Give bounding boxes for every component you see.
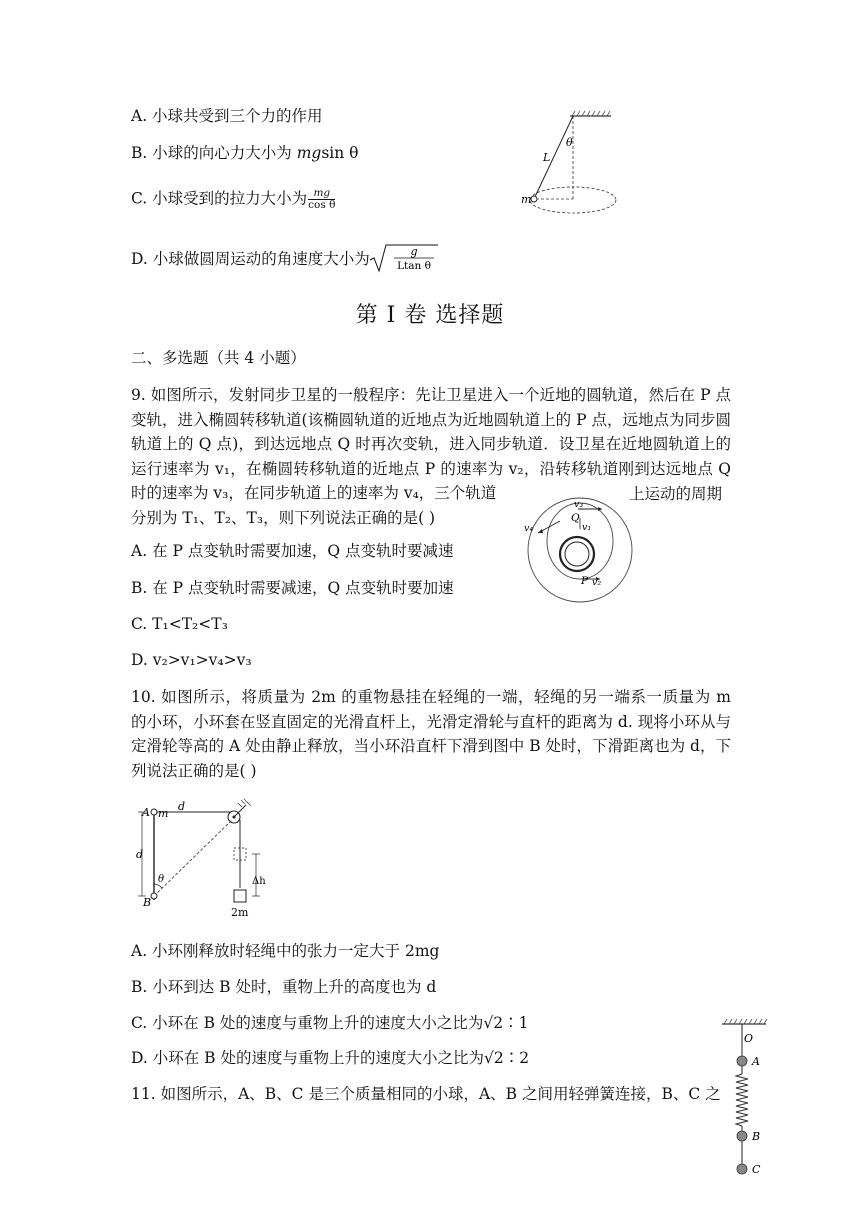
satellite-orbits-figure xyxy=(520,496,640,606)
q10-stem: 10. 如图所示，将质量为 2m 的重物悬挂在轻绳的一端，轻绳的另一端系一质量为 m 的小环，小环套在竖直固定的光滑直杆上，光滑定滑轮与直杆的距离为 d. 现将小环从与定滑轮等高的 A 处由静止释放，当小环沿直杆下滑到图中 B 处时，下滑距离也为 d，下列说法正确的是( ) xyxy=(131,688,731,780)
section-title: 第 I 卷 选择题 xyxy=(355,303,505,328)
q8-option-d-prefix: D. 小球做圆周运动的角速度大小为 xyxy=(131,250,370,268)
q8-option-b-suffix: sin θ xyxy=(321,144,359,162)
q10-option-c: C. 小环在 B 处的速度与重物上升的速度大小之比为√2∶1 xyxy=(131,1014,529,1032)
height-change-label: Δh xyxy=(252,876,266,887)
angle-theta-label: θ xyxy=(158,874,165,885)
q10-option-b: B. 小环到达 B 处时，重物上升的高度也为 d xyxy=(131,978,437,996)
q8-option-d-numerator: g xyxy=(410,245,418,258)
q9-stem: 9. 如图所示，发射同步卫星的一般程序：先让卫星进入一个近地的圆轨道，然后在 P 点变轨，进入椭圆转移轨道(该椭圆轨道的近地点为近地圆轨道上的 P 点，远地点为同步圆轨道上的 Q 点)，到达远地点 Q 时再次变轨，进入同步轨道．设卫星在近地圆轨道上的运行速率为 v₁，在椭圆转移轨道的近地点 P 的速率为 v₂，沿转移轨道刚到达远地点 Q 时的速率为 v₃，在同步轨道上的速率为 v₄，三个轨道 xyxy=(131,386,731,502)
velocity-v2-label: v₂ xyxy=(592,577,602,588)
q8-option-d-sqrt xyxy=(370,245,440,275)
q8-option-b xyxy=(131,143,358,163)
q9-option-c: C. T₁<T₂<T₃ xyxy=(131,615,228,633)
sqrt-sign-icon xyxy=(370,243,440,273)
q8-option-d-denominator: Ltan θ xyxy=(396,260,431,272)
pendulum-mass-label: m xyxy=(521,193,532,206)
pendulum-length-label: L xyxy=(543,151,551,164)
point-a-label: A xyxy=(142,806,150,819)
ball-a-label: A xyxy=(752,1055,760,1068)
q8-option-d xyxy=(131,245,440,275)
q11-stem: 11. 如图所示，A、B、C 是三个质量相同的小球，A、B 之间用轻弹簧连接，B、C 之 xyxy=(131,1085,721,1103)
q8-option-c-numerator: mg xyxy=(308,188,335,200)
q8-option-c-prefix: C. 小球受到的拉力大小为 xyxy=(131,189,308,208)
q9-stem-right: 上运动的周期 xyxy=(629,485,723,503)
pulley-ring-figure xyxy=(128,800,268,925)
pendulum-angle-label: θ xyxy=(566,136,573,149)
point-q-label: Q xyxy=(571,512,580,524)
point-b-label: B xyxy=(143,896,152,909)
q8-option-c xyxy=(131,188,336,211)
conical-pendulum-figure xyxy=(520,110,630,210)
velocity-v1-label: v₁ xyxy=(582,522,592,533)
q9-stem-end: 分别为 T₁、T₂、T₃，则下列说法正确的是( ) xyxy=(131,509,436,527)
section-heading: 二、多选题（共 4 小题） xyxy=(131,349,306,367)
q8-option-c-fraction xyxy=(308,188,335,211)
q10-option-a: A. 小环刚释放时轻绳中的张力一定大于 2mg xyxy=(131,942,440,960)
q9-option-d: D. v₂>v₁>v₄>v₃ xyxy=(131,651,252,669)
q8-option-b-prefix: B. 小球的向心力大小为 xyxy=(131,144,297,162)
distance-d-top-label: d xyxy=(178,800,186,813)
ball-b-label: B xyxy=(752,1130,761,1143)
q8-option-b-math: mg xyxy=(296,144,322,162)
point-p-label: P xyxy=(581,575,589,587)
point-o-label: O xyxy=(744,1032,754,1045)
q9-option-a: A. 在 P 点变轨时需要加速，Q 点变轨时要减速 xyxy=(131,542,454,560)
q10-option-d: D. 小环在 B 处的速度与重物上升的速度大小之比为√2∶2 xyxy=(131,1049,530,1067)
weight-mass-label: 2m xyxy=(231,906,249,919)
ring-mass-label: m xyxy=(158,807,169,820)
spring-balls-figure xyxy=(718,1018,778,1178)
q9-option-b: B. 在 P 点变轨时需要减速，Q 点变轨时要加速 xyxy=(131,579,454,597)
q8-option-c-denominator: cos θ xyxy=(308,199,336,211)
velocity-v3-label: v₃ xyxy=(574,499,584,510)
q8-option-a: A. 小球共受到三个力的作用 xyxy=(131,107,323,125)
distance-d-left-label: d xyxy=(136,848,144,861)
velocity-v4-label: v₄ xyxy=(524,523,534,534)
ball-c-label: C xyxy=(752,1163,761,1176)
